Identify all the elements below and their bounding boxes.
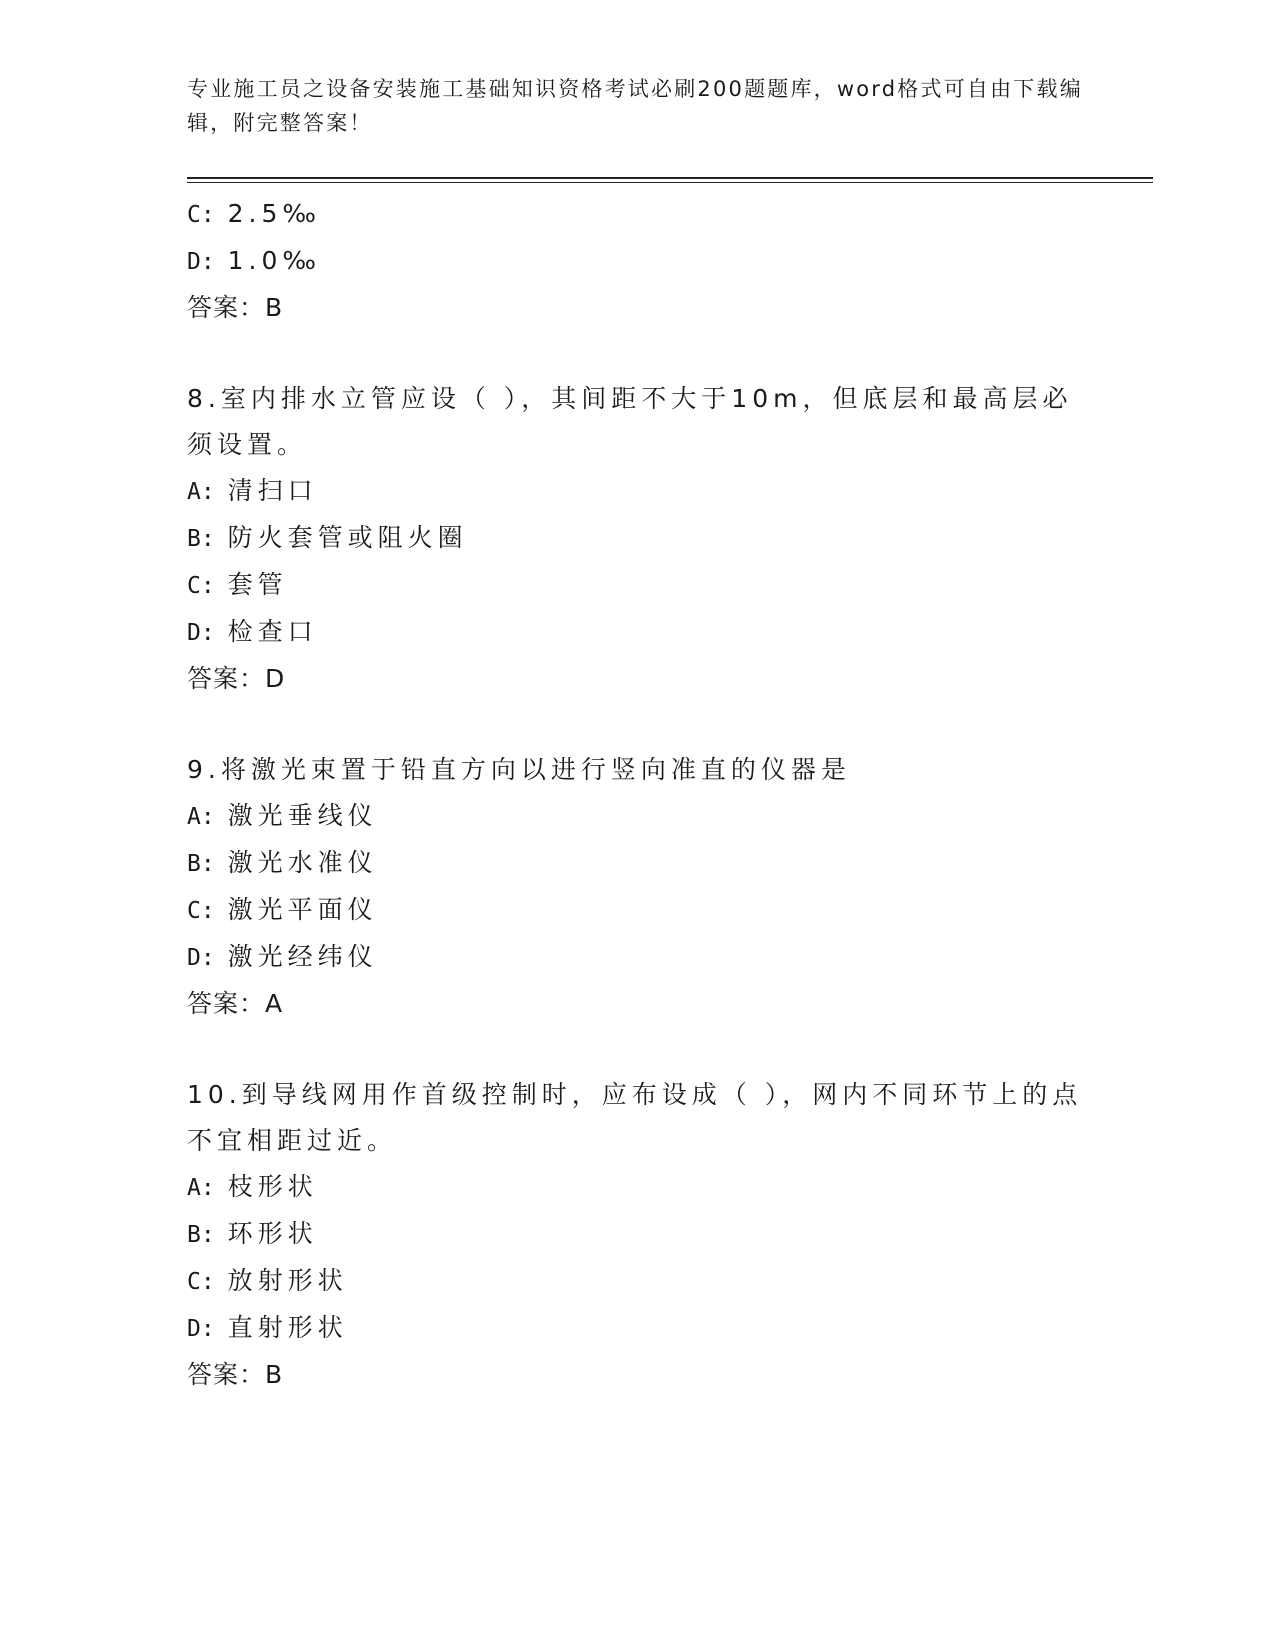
option-label: C: — [187, 898, 215, 924]
option-label: D: — [187, 945, 215, 971]
option-c — [187, 887, 1087, 934]
option-text: 枝形状 — [227, 1172, 318, 1201]
question-list — [187, 191, 1087, 1443]
option-text: 2.5‰ — [227, 199, 321, 228]
option-text: 放射形状 — [227, 1266, 348, 1295]
option-d — [187, 238, 1087, 285]
option-label: D: — [187, 1316, 215, 1342]
option-label: B: — [187, 1222, 215, 1248]
option-d — [187, 934, 1087, 981]
option-label: D: — [187, 620, 215, 646]
option-label: C: — [187, 1269, 215, 1295]
option-label: A: — [187, 479, 215, 505]
option-d — [187, 609, 1087, 656]
option-b — [187, 840, 1087, 887]
option-label: A: — [187, 804, 215, 830]
option-label: C: — [187, 202, 215, 228]
question-stem: 8.室内排水立管应设（ ），其间距不大于10m，但底层和最高层必须设置。 — [187, 384, 1073, 459]
question-block-10 — [187, 1072, 1087, 1398]
option-b — [187, 1211, 1087, 1258]
question-stem: 9.将激光束置于铅直方向以进行竖向准直的仪器是 — [187, 755, 851, 784]
question-block-9 — [187, 747, 1087, 1027]
question-block-prev — [187, 191, 1087, 331]
question-stem: 10.到导线网用作首级控制时，应布设成（ ），网内不同环节上的点不宜相距过近。 — [187, 1080, 1083, 1155]
answer-line: 答案：B — [187, 293, 284, 322]
answer-line: 答案：A — [187, 989, 284, 1018]
option-b — [187, 515, 1087, 562]
document-header: 专业施工员之设备安装施工基础知识资格考试必刷200题题库，word格式可自由下载编辑，附完整答案！ — [187, 77, 1083, 135]
option-a — [187, 793, 1087, 840]
question-block-8 — [187, 376, 1087, 702]
option-text: 直射形状 — [227, 1313, 348, 1342]
option-label: D: — [187, 249, 215, 275]
option-c — [187, 1258, 1087, 1305]
option-text: 1.0‰ — [227, 246, 321, 275]
option-text: 清扫口 — [227, 476, 318, 505]
option-d — [187, 1305, 1087, 1352]
option-text: 检查口 — [227, 617, 318, 646]
header-divider-thin — [187, 182, 1153, 183]
option-text: 环形状 — [227, 1219, 318, 1248]
option-label: A: — [187, 1175, 215, 1201]
header-divider-thick — [187, 177, 1153, 179]
option-label: B: — [187, 526, 215, 552]
option-label: B: — [187, 851, 215, 877]
option-a — [187, 468, 1087, 515]
option-label: C: — [187, 573, 215, 599]
option-c — [187, 191, 1087, 238]
option-text: 激光平面仪 — [227, 895, 378, 924]
option-text: 激光垂线仪 — [227, 801, 378, 830]
option-text: 套管 — [227, 570, 288, 599]
option-c — [187, 562, 1087, 609]
option-a — [187, 1164, 1087, 1211]
option-text: 激光经纬仪 — [227, 942, 378, 971]
option-text: 激光水准仪 — [227, 848, 378, 877]
answer-line: 答案：D — [187, 664, 286, 693]
answer-line: 答案：B — [187, 1360, 284, 1389]
option-text: 防火套管或阻火圈 — [227, 523, 468, 552]
